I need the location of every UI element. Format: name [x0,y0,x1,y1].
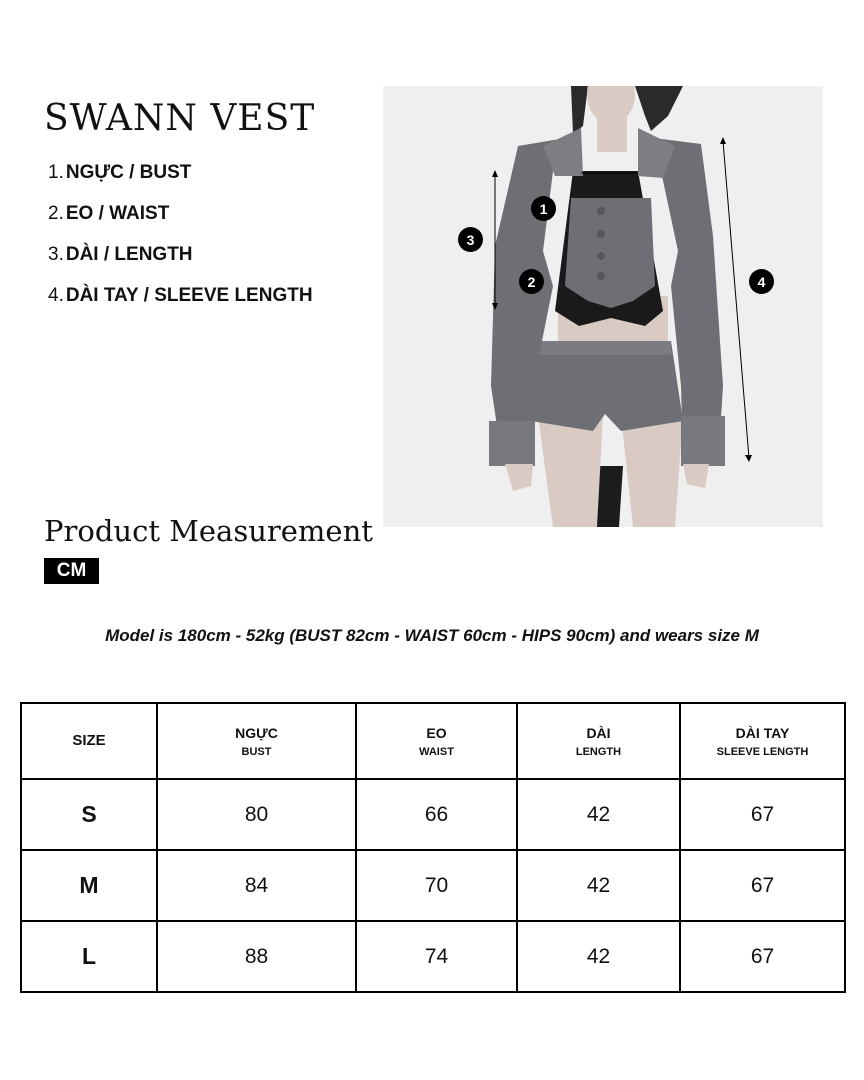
table-cell-size: L [21,921,157,992]
measurement-point-label: EO / WAIST [65,203,170,224]
measurement-point-label: DÀI TAY / SLEEVE LENGTH [65,285,313,306]
measurement-point-number: 3. [48,244,64,265]
measurement-point-number: 2. [48,203,64,224]
table-header-cell [356,703,517,779]
product-title: SWANN VEST [44,98,316,139]
measurement-point [48,285,313,326]
measurement-point-label: DÀI / LENGTH [65,244,193,265]
measurement-points-list [48,162,313,326]
table-header-main: DÀI TAY [735,724,790,741]
measurement-point-number: 1. [48,162,64,183]
measurement-point [48,244,313,285]
measurement-marker: 2 [519,269,544,294]
table-cell: 42 [517,850,680,921]
table-header-row [21,703,845,779]
table-cell: 84 [157,850,356,921]
measurement-point-number: 4. [48,285,64,306]
table-header-cell [517,703,680,779]
table-header-main: NGỰC [235,724,278,741]
garment-illustration [383,86,823,527]
table-row [21,779,845,850]
table-cell: 88 [157,921,356,992]
table-cell-size: M [21,850,157,921]
table-cell: 42 [517,921,680,992]
table-header-main: EO [426,724,447,741]
table-row [21,850,845,921]
table-header-cell [21,703,157,779]
table-row [21,921,845,992]
table-header-cell [157,703,356,779]
table-header-cell [680,703,845,779]
measurement-point [48,162,313,203]
table-cell: 70 [356,850,517,921]
table-header-main: DÀI [586,724,611,741]
table-header-main: SIZE [72,732,106,749]
table-cell-size: S [21,779,157,850]
table-header-sub: WAIST [419,745,454,758]
table-cell: 66 [356,779,517,850]
size-table [20,702,846,993]
section-title: Product Measurement [44,514,373,548]
table-header-sub: BUST [241,745,272,758]
measurement-marker: 4 [749,269,774,294]
table-cell: 67 [680,850,845,921]
measurement-marker: 3 [458,227,483,252]
measurement-point [48,203,313,244]
table-cell: 42 [517,779,680,850]
model-note: Model is 180cm - 52kg (BUST 82cm - WAIST 60cm - HIPS 90cm) and wears size M [105,626,759,645]
table-header-sub: SLEEVE LENGTH [716,745,809,758]
unit-badge: CM [44,558,99,584]
table-cell: 80 [157,779,356,850]
table-cell: 67 [680,921,845,992]
table-cell: 67 [680,779,845,850]
product-photo [383,86,823,527]
measurement-marker: 1 [531,196,556,221]
table-cell: 74 [356,921,517,992]
table-header-sub: LENGTH [575,745,622,758]
measurement-point-label: NGỰC / BUST [65,162,192,183]
